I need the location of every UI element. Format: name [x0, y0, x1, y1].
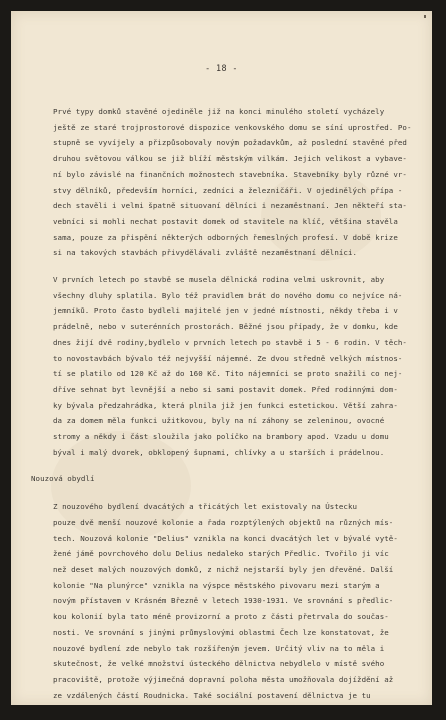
page-number: - 18 - — [205, 63, 238, 73]
text-line: dnes žijí dvě rodiny,bydlelo v prvních letech po stavbě i 5 - 6 rodin. V těch- — [53, 337, 407, 347]
text-line: než deset malých nouzových domků, z nichž nejstarší byly jen dřevěné. Další — [53, 564, 394, 574]
text-line: kolonie "Na plunýrce" vznikla na výspce městského pivovaru mezi starým a — [53, 580, 380, 590]
text-line: nouzové bydlení zde nebylo tak rozšířeným jevem. Určitý vliv na to měla i — [53, 643, 385, 653]
text-line: nosti. Ve srovnání s jinými průmyslovými oblastmi Čech lze konstatovat, že — [53, 627, 389, 637]
section-heading: Nouzová obydlí — [31, 474, 95, 484]
text-line: žené jámě povrchového dolu Delius nedaleko starých Předlic. Tvořilo ji víc — [53, 549, 389, 559]
text-line: skutečnost, že velké množství ústeckého dělnictva nebydlelo v místě svého — [53, 659, 385, 669]
text-line: druhou světovou válkou se již blíží městským vilkám. Jejich velikost a vybave- — [53, 154, 407, 164]
text-line: býval i malý dvorek, obklopený šupnami, chlívky a u starších i prádelnou. — [53, 447, 385, 457]
text-line: tech. Nouzová kolonie "Delius" vznikla na konci dvacátých let v bývalé vytě- — [53, 533, 398, 543]
text-line: pouze dvě menší nouzové kolonie a řada rozptýlených objektů na různých mís- — [53, 517, 394, 527]
text-line: tí se platilo od 120 Kč až do 160 Kč. Tito nájemníci se proto snažili co nej- — [53, 369, 403, 379]
text-line: jemníků. Proto často bydleli majitelé jen v jedné místnosti, někdy třeba i v — [53, 306, 398, 316]
text-line: stvy dělníků, především horníci, zedníci a železničáři. V ojedinělých přípa - — [53, 185, 403, 195]
text-line: si na takových stavbách přivydělávali zvláště nezaměstnaní dělníci. — [53, 248, 358, 258]
text-line: pracoviště, protože výjimečná dopravní poloha města umožňovala dojíždění až — [53, 674, 394, 684]
text-line: V prvních letech po stavbě se musela dělnická rodina velmi uskrovnit, aby — [53, 275, 385, 285]
text-line: ní bylo závislé na finančních možnostech stavebníka. Stavebníky byly různé vr- — [53, 169, 407, 179]
text-line: da za domem měla funkci užitkovou, byly na ní záhony se zeleninou, ovocné — [53, 416, 385, 426]
corner-mark — [424, 15, 426, 18]
text-line: stupně se vyvíjely a přizpůsobovaly novým požadavkům, až poslední stavěné před — [53, 138, 407, 148]
document-page — [11, 11, 432, 705]
paragraph-2 — [31, 272, 417, 460]
text-line: Z nouzového bydlení dvacátých a třicátých let existovaly na Ústecku — [53, 502, 358, 512]
text-line: stromy a někdy i část sloužila jako políčko na brambory apod. Vzadu u domu — [53, 432, 389, 442]
text-line: ještě ze staré trojprostorové dispozice venkovského domu se síní uprostřed. Po- — [53, 122, 412, 132]
text-line: vebníci si mohli nechat postavit domek od stavitele na klíč, většina stavěla — [53, 216, 398, 226]
text-line: Prvé typy domků stavěné ojediněle již na konci minulého století vycházely — [53, 107, 385, 116]
paragraph-3 — [31, 499, 417, 703]
text-line: to novostavbách bývalo též nejvyšší nájemné. Ze dvou středně velkých místnos- — [53, 353, 403, 363]
text-line: kou kolonií byla tato méně provizorní a proto z části přetrvala do součas- — [53, 612, 389, 622]
text-line: dříve sehnat byt levnější a nebo si sami postavit domek. Před rodinnými dom- — [53, 384, 398, 394]
text-line: novým přístavem v Krásném Březně v letech 1930-1931. Ve srovnání s předlic- — [53, 596, 394, 606]
text-line: sama, pouze za přispění některých odborných řemeslných profesí. V době krize — [53, 232, 398, 242]
text-line: ze vzdálených částí Roudnicka. Také sociální postavení dělnictva je tu — [53, 690, 371, 700]
text-line: prádelně, nebo v suterénních prostorách. Běžné jsou případy, že v domku, kde — [53, 322, 398, 332]
text-line: dech stavěli i velmi špatně situovaní dělníci i nezaměstnaní. Jen někteří sta- — [53, 201, 407, 211]
paragraph-1 — [31, 104, 417, 261]
body-text — [31, 104, 417, 714]
text-line: ky bývala předzahrádka, která plnila již jen funkci estetickou. Větší zahra- — [53, 400, 398, 410]
text-line: všechny dluhy splatila. Bylo též pravidlem brát do nového domu co nejvíce ná- — [53, 290, 403, 300]
